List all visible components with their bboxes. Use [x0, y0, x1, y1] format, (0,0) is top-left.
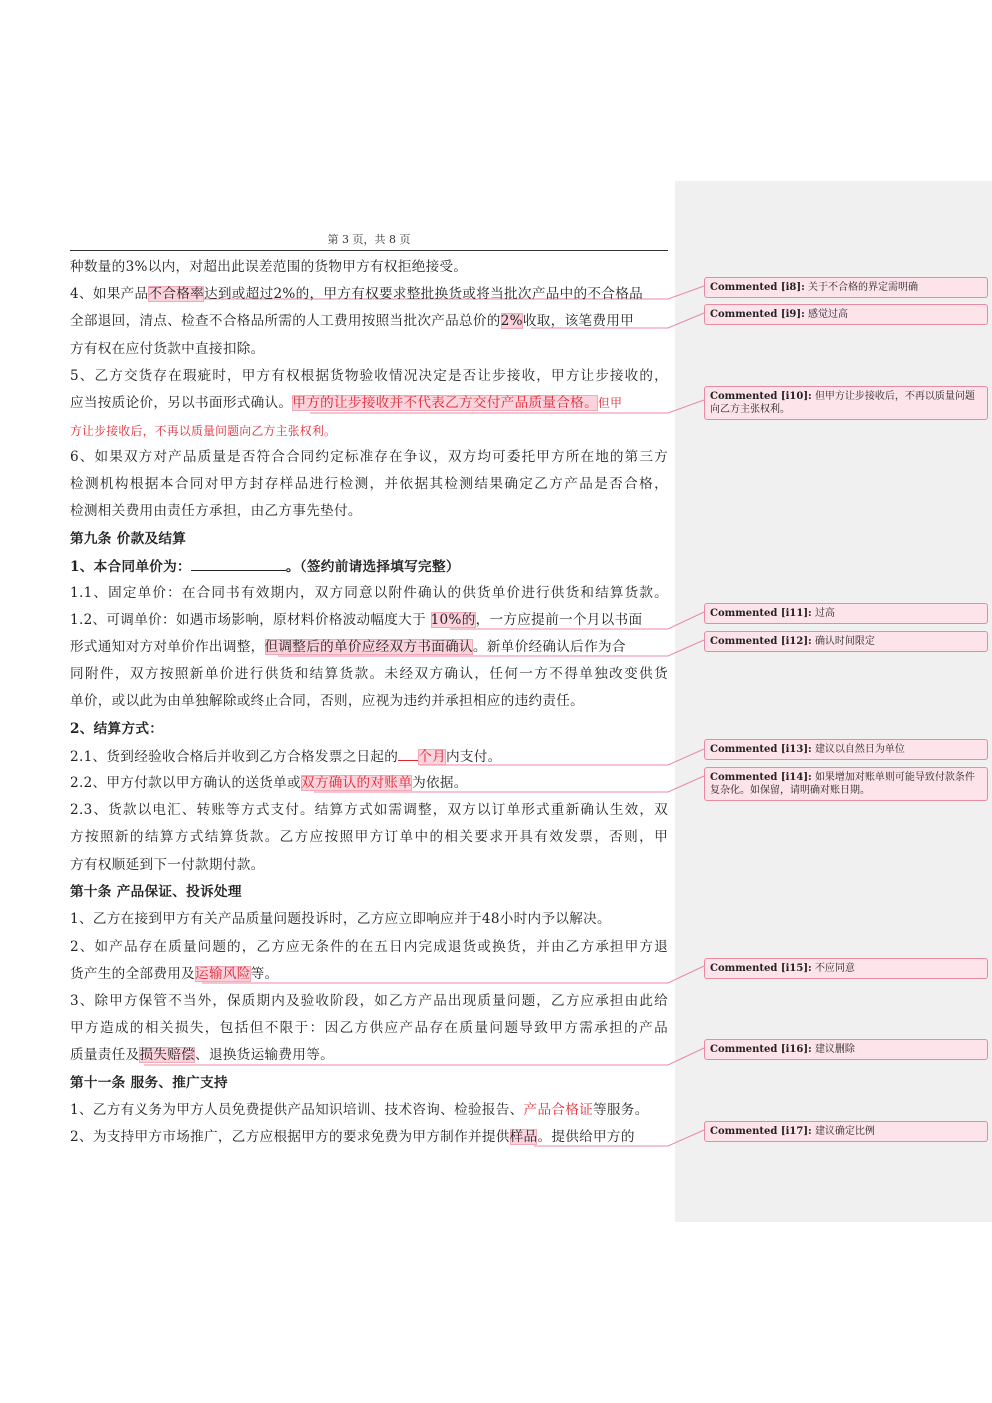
body-line: 方按照新的结算方式结算货款。乙方应按照甲方订单中的相关要求开具有效发票，否则，甲 — [70, 829, 668, 845]
unit-price-blank[interactable] — [191, 556, 286, 571]
comment-balloon[interactable]: Commented [i10]: 但甲方让步接收后，不再以质量问题向乙方主张权利。 — [704, 386, 988, 420]
highlight-2-percent[interactable]: 2% — [500, 313, 523, 329]
comment-balloon[interactable]: Commented [i9]: 感觉过高 — [704, 304, 988, 325]
body-line: 6、如果双方对产品质量是否符合合同约定标准存在争议，双方均可委托甲方所在地的第三方 — [70, 449, 668, 465]
body-line: 检测机构根据本合同对甲方封存样品进行检测，并依据其检测结果确定乙方产品是否合格， — [70, 476, 668, 492]
highlight-loss-compensation[interactable]: 损失赔偿 — [139, 1047, 196, 1063]
body-line: 5、乙方交货存在瑕疵时，甲方有权根据货物验收情况决定是否让步接收，甲方让步接收的， — [70, 368, 668, 384]
body-line: 1.2、可调单价：如遇市场影响，原材料价格波动幅度大于 10%的，一方应提前一个月以书面 — [70, 612, 643, 628]
body-line: 2、为支持甲方市场推广，乙方应根据甲方的要求免费为甲方制作并提供样品。提供给甲方的 — [70, 1129, 635, 1145]
body-line: 4、如果产品不合格率达到或超过2%的，甲方有权要求整批换货或将当批次产品中的不合格品 — [70, 286, 643, 302]
comment-margin — [675, 181, 992, 1222]
section-heading: 第九条 价款及结算 — [70, 531, 187, 547]
section-heading: 第十一条 服务、推广支持 — [70, 1075, 228, 1091]
body-line: 1、本合同单价为： 。（签约前请选择填写完整） — [70, 556, 668, 577]
highlight-unqualified-rate[interactable]: 不合格率 — [148, 286, 204, 302]
highlight-samples[interactable]: 样品 — [509, 1129, 538, 1145]
body-line: 1.1、固定单价：在合同书有效期内，双方同意以附件确认的供货单价进行供货和结算货款。 — [70, 585, 668, 601]
subsection-heading: 2、结算方式： — [70, 721, 164, 737]
body-line: 方有权顺延到下一付款期付款。 — [70, 857, 265, 873]
comment-balloon[interactable]: Commented [i17]: 建议确定比例 — [704, 1121, 988, 1142]
body-line: 2、如产品存在质量问题的，乙方应无条件的在五日内完成退货或换货，并由乙方承担甲方退 — [70, 939, 668, 955]
comment-balloon[interactable]: Commented [i14]: 如果增加对账单则可能导致付款条件复杂化。如保留，请明确对账日期。 — [704, 767, 988, 801]
body-line: 1、乙方在接到甲方有关产品质量问题投诉时，乙方应立即响应并于48小时内予以解决。 — [70, 911, 611, 927]
months-blank[interactable] — [398, 746, 418, 761]
body-line: 质量责任及损失赔偿、退换货运输费用等。 — [70, 1047, 334, 1063]
body-line: 单价，或以此为由单独解除或终止合同，否则，应视为违约并承担相应的违约责任。 — [70, 693, 585, 709]
comment-balloon[interactable]: Commented [i11]: 过高 — [704, 603, 988, 624]
body-line: 应当按质论价，另以书面形式确认。甲方的让步接收并不代表乙方交付产品质量合格。但甲 — [70, 395, 623, 411]
body-line: 检测相关费用由责任方承担，由乙方事先垫付。 — [70, 503, 362, 519]
inserted-text-line: 方让步接收后，不再以质量问题向乙方主张权利。 — [70, 424, 337, 438]
comment-balloon[interactable]: Commented [i16]: 建议删除 — [704, 1039, 988, 1060]
page-number: 第 3 页，共 8 页 — [327, 233, 411, 246]
section-heading: 第十条 产品保证、投诉处理 — [70, 884, 242, 900]
body-line: 形式通知对方对单价作出调整，但调整后的单价应经双方书面确认。新单价经确认后作为合 — [70, 639, 626, 655]
highlight-transport-risk[interactable]: 运输风险 — [195, 966, 251, 982]
highlight-price-confirmation[interactable]: 但调整后的单价应经双方书面确认 — [264, 639, 473, 655]
highlight-months[interactable]: 个月 — [418, 749, 446, 765]
body-line: 货产生的全部费用及运输风险等。 — [70, 966, 279, 982]
page-header — [70, 232, 668, 248]
comment-balloon[interactable]: Commented [i15]: 不应同意 — [704, 958, 988, 979]
body-line: 方有权在应付货款中直接扣除。 — [70, 341, 265, 357]
body-line: 2.2、甲方付款以甲方确认的送货单或双方确认的对账单为依据。 — [70, 775, 468, 791]
comment-balloon[interactable]: Commented [i12]: 确认时间限定 — [704, 631, 988, 652]
body-line: 1、乙方有义务为甲方人员免费提供产品知识培训、技术咨询、检验报告、产品合格证等服务。 — [70, 1102, 649, 1118]
comment-balloon[interactable]: Commented [i8]: 关于不合格的界定需明确 — [704, 277, 988, 298]
body-line: 全部退回，清点、检查不合格品所需的人工费用按照当批次产品总价的2%收取，该笔费用甲 — [70, 313, 635, 329]
header-rule — [70, 250, 668, 251]
comment-balloon[interactable]: Commented [i13]: 建议以自然日为单位 — [704, 739, 988, 760]
body-line: 种数量的3%以内，对超出此误差范围的货物甲方有权拒绝接受。 — [70, 259, 468, 275]
body-line: 2.3、货款以电汇、转账等方式支付。结算方式如需调整，双方以订单形式重新确认生效，双 — [70, 802, 668, 818]
inserted-certificate: 产品合格证 — [523, 1102, 594, 1118]
body-line: 2.1、货到经验收合格后并收到乙方合格发票之日起的 个月内支付。 — [70, 746, 668, 767]
highlight-concession-clause[interactable]: 甲方的让步接收并不代表乙方交付产品质量合格。 — [292, 395, 598, 411]
inserted-text: 但甲 — [597, 396, 623, 410]
highlight-reconciliation[interactable]: 双方确认的对账单 — [300, 775, 413, 791]
highlight-10-percent[interactable]: 10%的 — [430, 612, 476, 628]
body-line: 甲方造成的相关损失，包括但不限于：因乙方供应产品存在质量问题导致甲方需承担的产品 — [70, 1020, 668, 1036]
body-line: 3、除甲方保管不当外，保质期内及验收阶段，如乙方产品出现质量问题，乙方应承担由此给 — [70, 993, 668, 1009]
body-line: 同附件，双方按照新单价进行供货和结算货款。未经双方确认，任何一方不得单独改变供货 — [70, 666, 668, 682]
